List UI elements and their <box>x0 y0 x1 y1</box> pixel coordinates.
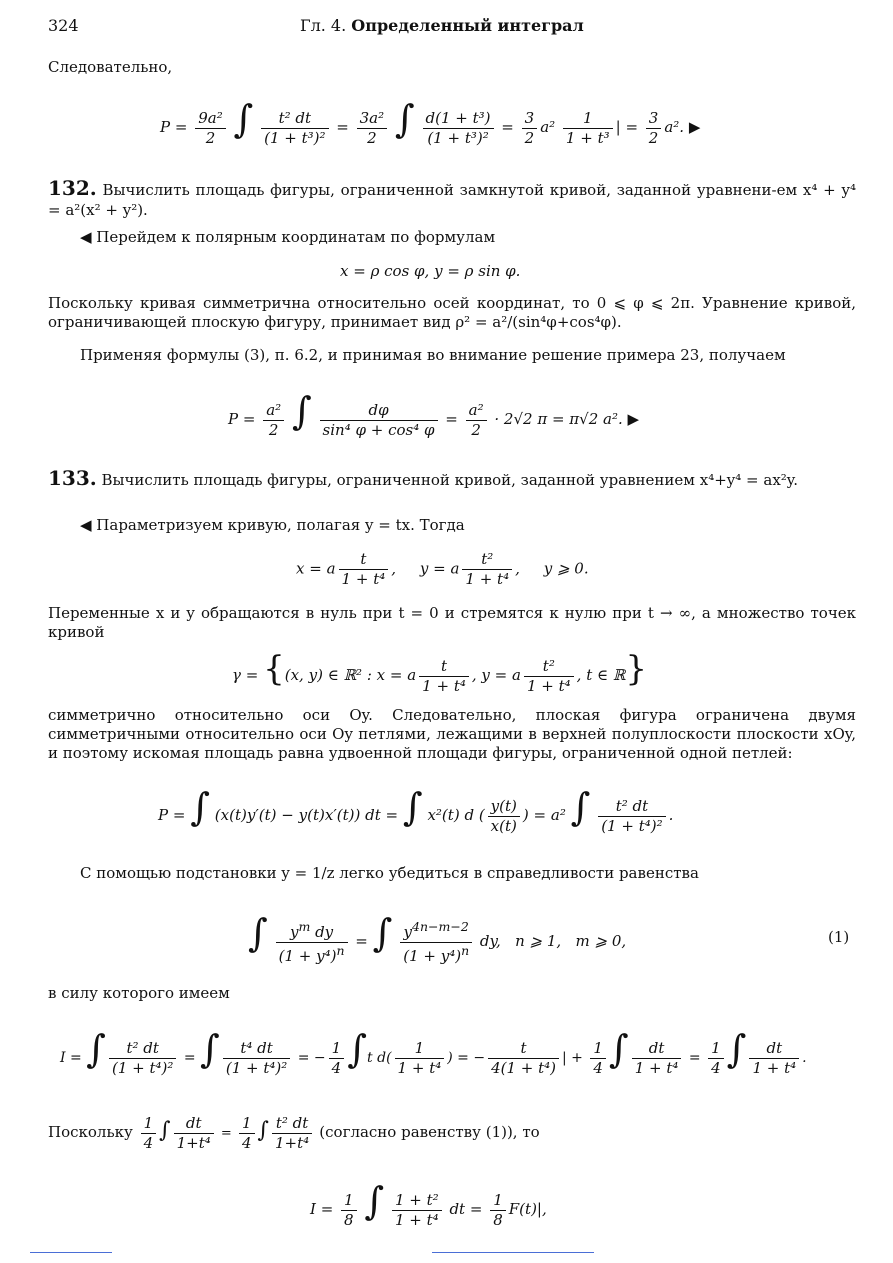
page-number: 324 <box>48 16 79 35</box>
equation-polar-coordinates: x = ρ cos φ, y = ρ sin φ. <box>340 262 521 280</box>
running-header <box>300 16 584 36</box>
equation-integral-chain: I = ∫ $\frac{\text{t² dt}}{\text{(1 + t⁴)²}}$ = ∫ $\frac{\text{t⁴ dt}}{\text{(1 + t⁴)²}}$ = − $\frac{1}{4}$ ∫t d( $\frac{1}{\text{1 + t⁴}}$ ) = − $\frac{t}{\text{4(1 + t⁴)}}$ | + $\frac{1}{4}$ ∫ $\frac{dt}{\text{1 + t⁴}}$ = $\frac{1}{4}$ ∫ $\frac{dt}{\text{1 + t⁴}}$ . <box>60 1027 807 1077</box>
chapter-number: Гл. 4. <box>300 16 347 35</box>
equation-substitution-identity: ∫ $\frac{y^m dy}{(1 + y^4)^n}$ = ∫ $\frac{y^{4n-m-2}}{(1 + y^4)^n}$ dy, n ⩾ 1, m ⩾ 0, <box>248 911 627 965</box>
problem-number-132: 132. <box>48 176 97 200</box>
since-word: Поскольку <box>48 1122 133 1141</box>
problem-133-by-force: в силу которого имеем <box>48 984 230 1002</box>
problem-132-statement: Вычислить площадь фигуры, ограниченной замкнутой кривой, заданной уравнени-ем x⁴ + y⁴ = a²(x² + y²). <box>48 181 856 219</box>
equation-131-result: P = $\frac{\text{9a²}}{2}$ ∫ $\frac{\text{t² dt}}{\text{(1 + t³)²}}$ = $\frac{\text{3a²}}{2}$ ∫ $\frac{\text{d(1 + t³)}}{\text{(1 + t³)²}}$ = $\frac{3}{2}$ a² $\frac{1}{\text{1 + t³}}$ | = $\frac{3}{2}$ a². ▶ <box>160 97 701 147</box>
paragraph-therefore: Следовательно, <box>48 58 173 76</box>
problem-132-apply: Применяя формулы (3), п. 6.2, и принимая во внимание решение примера 23, получаем <box>80 346 786 364</box>
problem-133 <box>48 466 856 491</box>
equation-final-I: I = $\frac{1}{8}$ ∫ $\frac{\text{1 + t²}}{\text{1 + t⁴}}$ dt = $\frac{1}{8}$ F(t)|, <box>310 1179 547 1229</box>
problem-number-133: 133. <box>48 466 97 490</box>
problem-133-symmetry: симметрично относительно оси Oy. Следовательно, плоская фигура ограничена двумя симметричными относительно оси Oy петлями, лежащими в верхней полуплоскости плоскости xOy, и поэтому искомая площадь равна удвоенной площади фигуры, ограниченной одной петлей: <box>48 706 856 762</box>
problem-133-solution-start: ◀ Параметризуем кривую, полагая y = tx. Тогда <box>80 516 465 534</box>
problem-132-solution-start: ◀ Перейдем к полярным координатам по формулам <box>80 228 496 246</box>
footer-link-line-right[interactable] <box>432 1252 594 1253</box>
equation-label-1: (1) <box>828 928 850 946</box>
chapter-title: Определенный интеграл <box>351 16 584 35</box>
equation-132-result: P = $\frac{\text{a²}}{2}$ ∫ $\frac{d\varphi}{\text{sin⁴ φ + cos⁴ φ}}$ = $\frac{\text{a²}}{2}$ · 2√2 π = π√2 a². ▶ <box>228 389 640 439</box>
equation-since: $\frac{1}{4}$ ∫ $\frac{dt}{\text{1+t⁴}}$ = $\frac{1}{4}$ ∫ $\frac{\text{t² dt}}{\text{1+t⁴}}$ <box>138 1126 320 1141</box>
since-tail: (согласно равенству (1)), то <box>319 1122 540 1141</box>
problem-133-statement: Вычислить площадь фигуры, ограниченной кривой, заданной уравнением x⁴+y⁴ = ax²y. <box>101 471 799 489</box>
footer-link-line-left[interactable] <box>30 1252 112 1253</box>
problem-133-zero-limits: Переменные x и y обращаются в нуль при t = 0 и стремятся к нулю при t → ∞, а множество точек кривой <box>48 604 856 641</box>
problem-133-since-line <box>48 1114 540 1153</box>
problem-133-substitution: С помощью подстановки y = 1/z легко убедиться в справедливости равенства <box>80 864 699 882</box>
problem-132 <box>48 176 856 220</box>
equation-parametrization: x = a $\frac{t}{\text{1 + t⁴}}$ , y = a $\frac{\text{t²}}{\text{1 + t⁴}}$ , y ⩾ 0. <box>296 550 589 588</box>
equation-area-integral: P = ∫ (x(t)y′(t) − y(t)x′(t)) dt = ∫ x²(t) d ( $\frac{y(t)}{x(t)}$ ) = a² ∫ $\frac{\text{t² dt}}{\text{(1 + t⁴)²}}$ . <box>158 785 674 835</box>
equation-curve-set: γ = {(x, y) ∈ ℝ² : x = a $\frac{t}{\text{1 + t⁴}}$ , y = a $\frac{\text{t²}}{\text{1 + t⁴}}$ , t ∈ ℝ} <box>232 649 647 695</box>
problem-132-symmetry: Поскольку кривая симметрична относительно осей координат, то 0 ⩽ φ ⩽ 2π. Уравнение кривой, ограничивающей плоскую фигуру, принимает вид ρ² = a²/(sin⁴φ+cos⁴φ). <box>48 294 856 331</box>
